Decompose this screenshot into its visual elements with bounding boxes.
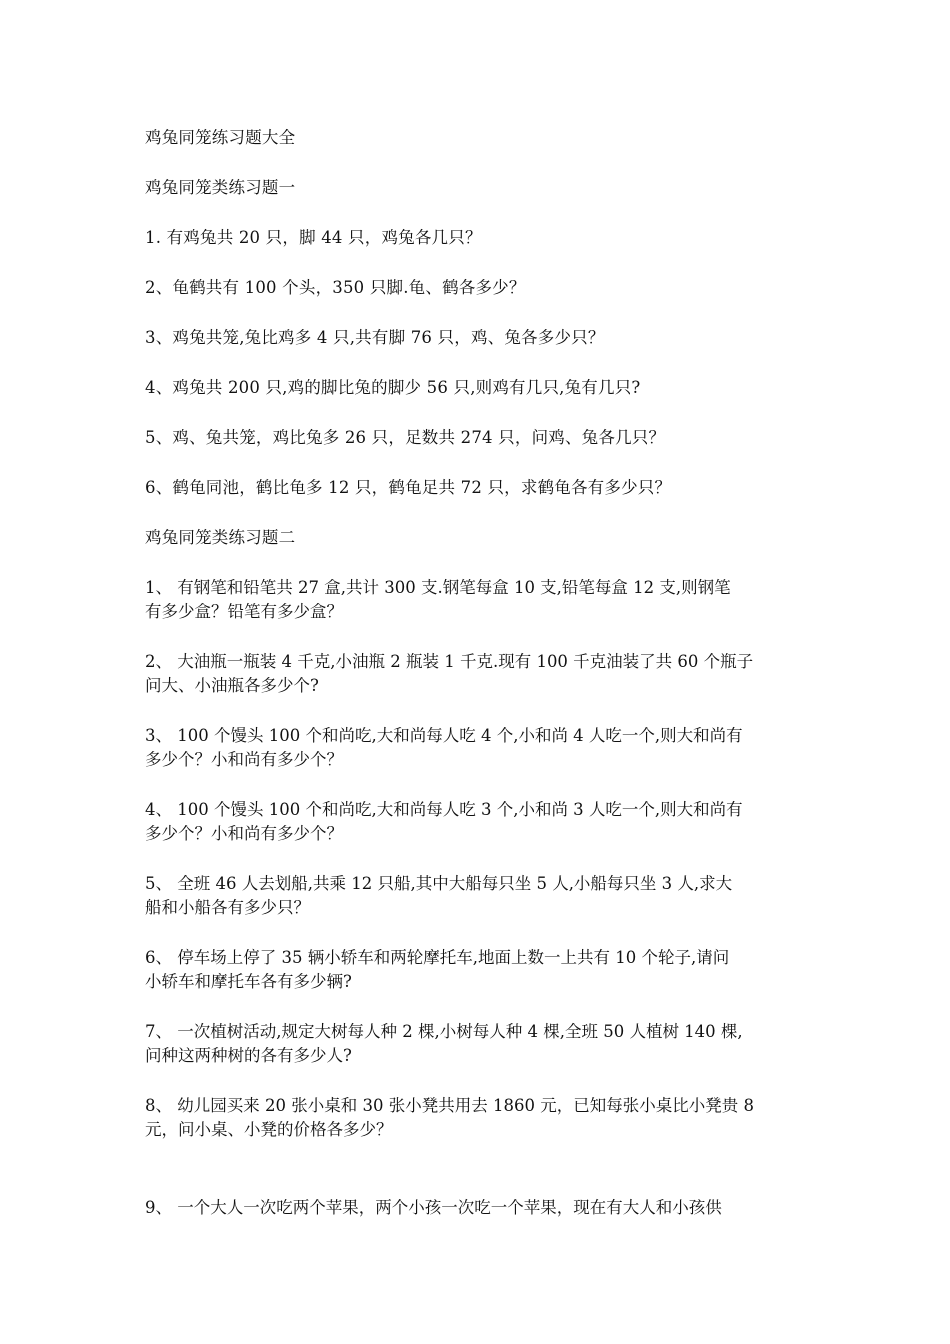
document-title: 鸡兔同笼练习题大全: [145, 128, 296, 147]
question-item: [145, 650, 815, 698]
question-line: 多少个？小和尚有多少个？: [145, 750, 343, 769]
question-item: [145, 1094, 815, 1142]
question-item: [145, 724, 815, 772]
question-line: 6、 停车场上停了 35 辆小轿车和两轮摩托车,地面上数一上共有 10 个轮子,请问: [145, 948, 730, 967]
question-item: 4、鸡兔共 200 只,鸡的脚比兔的脚少 56 只,则鸡有几只,兔有几只?: [145, 378, 641, 397]
question-item: 2、龟鹤共有 100 个头，350 只脚.龟、鹤各多少？: [145, 278, 526, 297]
question-line: 船和小船各有多少只？: [145, 898, 310, 917]
question-line: 1、 有钢笔和铅笔共 27 盒,共计 300 支.钢笔每盒 10 支,铅笔每盒 12 支,则钢笔: [145, 578, 731, 597]
question-item: 6、鹤龟同池，鹤比龟多 12 只，鹤龟足共 72 只，求鹤龟各有多少只？: [145, 478, 672, 497]
question-line: 4、 100 个馒头 100 个和尚吃,大和尚每人吃 3 个,小和尚 3 人吃一个,则大和尚有: [145, 800, 743, 819]
question-item: [145, 872, 815, 920]
question-item: 3、鸡兔共笼,兔比鸡多 4 只,共有脚 76 只，鸡、兔各多少只？: [145, 328, 605, 347]
question-line: 8、 幼儿园买来 20 张小桌和 30 张小凳共用去 1860 元，已知每张小桌比小凳贵 8: [145, 1096, 754, 1115]
question-item: [145, 1020, 815, 1068]
question-item: [145, 1196, 815, 1220]
question-line: 元，问小桌、小凳的价格各多少？: [145, 1120, 393, 1139]
question-line: 3、 100 个馒头 100 个和尚吃,大和尚每人吃 4 个,小和尚 4 人吃一个,则大和尚有: [145, 726, 743, 745]
question-line: 有多少盒？铅笔有多少盒？: [145, 602, 343, 621]
question-line: 小轿车和摩托车各有多少辆?: [145, 972, 352, 991]
question-line: 问种这两种树的各有多少人?: [145, 1046, 352, 1065]
question-line: 5、 全班 46 人去划船,共乘 12 只船,其中大船每只坐 5 人,小船每只坐 3 人,求大: [145, 874, 733, 893]
question-line: 9、 一个大人一次吃两个苹果，两个小孩一次吃一个苹果，现在有大人和小孩供: [145, 1198, 722, 1217]
question-item: 1. 有鸡兔共 20 只，脚 44 只，鸡兔各几只？: [145, 228, 482, 247]
question-item: [145, 798, 815, 846]
question-line: 多少个？小和尚有多少个？: [145, 824, 343, 843]
question-item: 5、鸡、兔共笼，鸡比兔多 26 只，足数共 274 只，问鸡、兔各几只？: [145, 428, 666, 447]
question-item: [145, 946, 815, 994]
question-line: 2、 大油瓶一瓶装 4 千克,小油瓶 2 瓶装 1 千克.现有 100 千克油装了共 60 个瓶子: [145, 652, 754, 671]
section2-heading: 鸡兔同笼类练习题二: [145, 528, 296, 547]
section1-heading: 鸡兔同笼类练习题一: [145, 178, 296, 197]
question-line: 问大、小油瓶各多少个?: [145, 676, 319, 695]
question-line: 7、 一次植树活动,规定大树每人种 2 棵,小树每人种 4 棵,全班 50 人植树 140 棵,: [145, 1022, 743, 1041]
question-item: [145, 576, 815, 624]
